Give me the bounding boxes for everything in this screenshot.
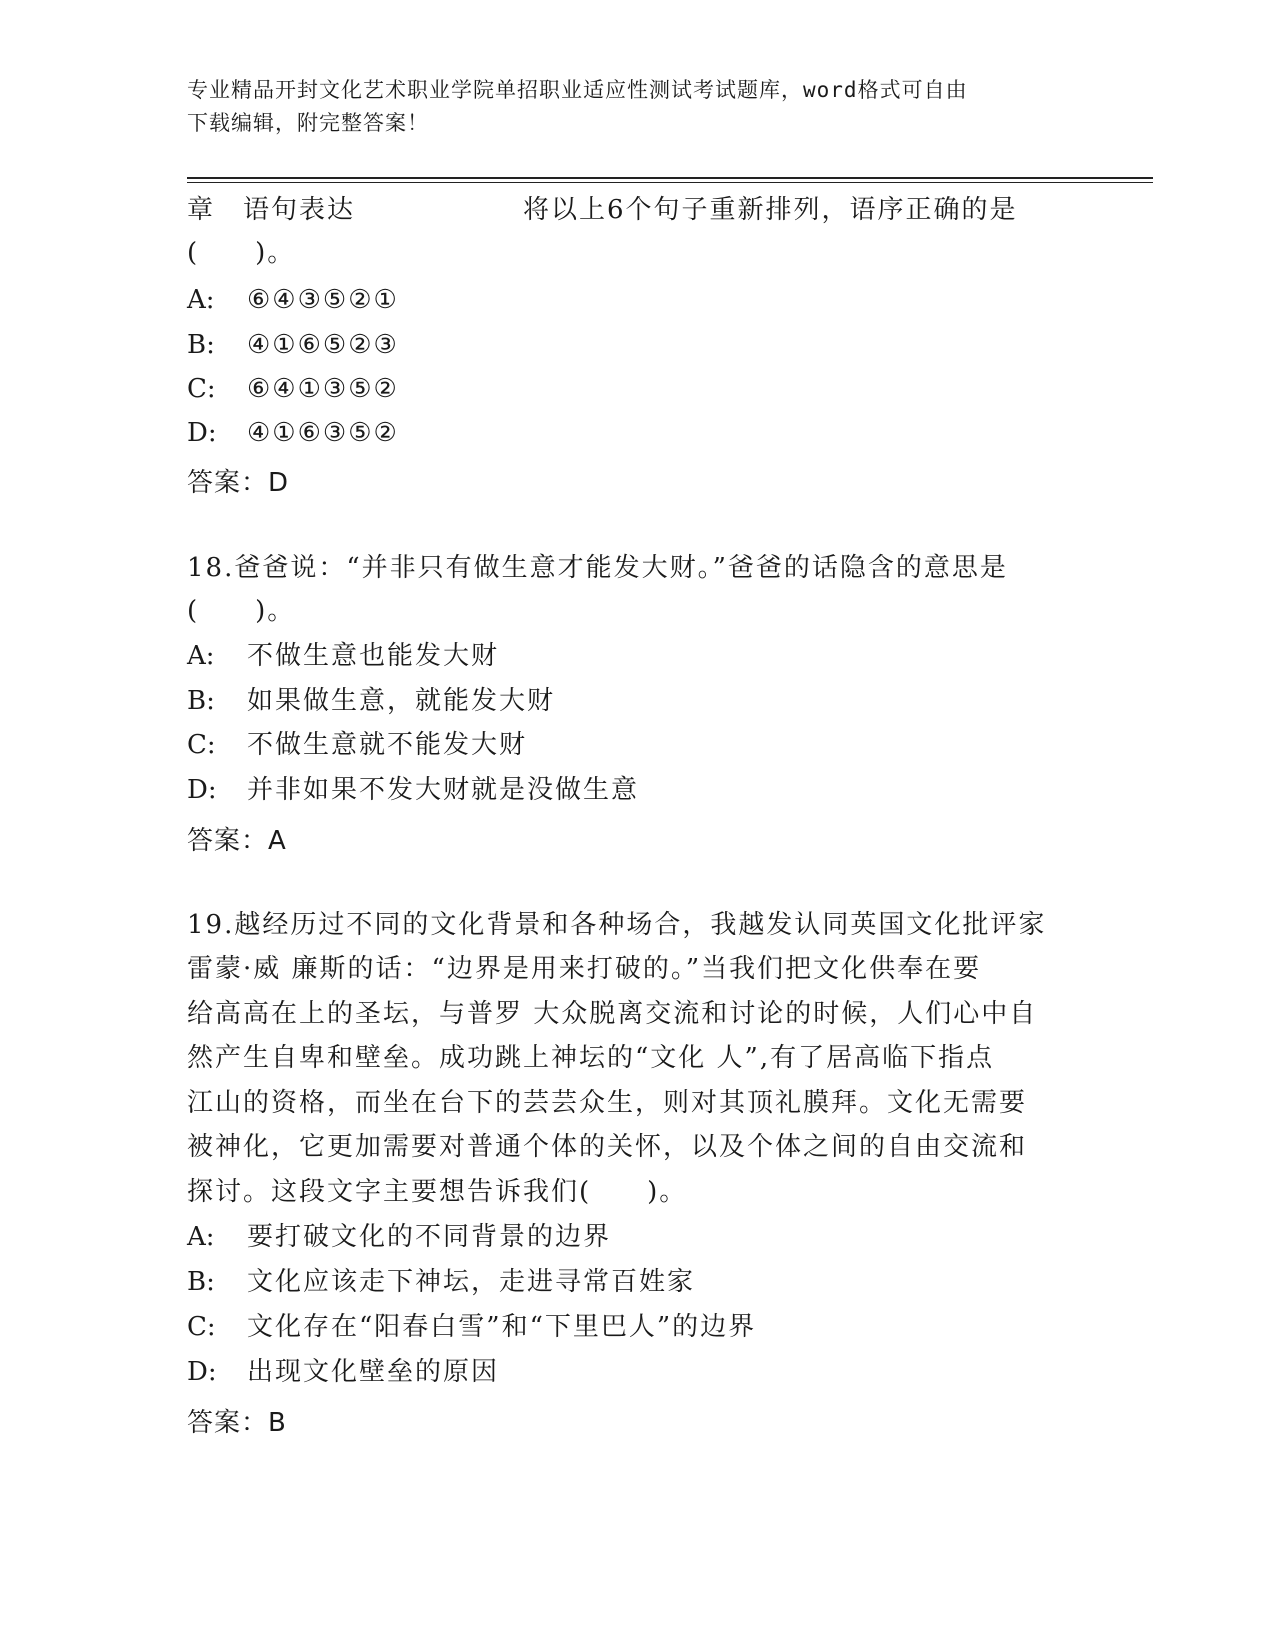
option-label: D:	[187, 418, 217, 448]
option-text: 文化存在“阳春白雪”和“下里巴人”的边界	[247, 1312, 757, 1342]
option-label: C:	[187, 730, 216, 760]
option-b	[187, 330, 399, 360]
option-text: 不做生意就不能发大财	[247, 730, 528, 760]
option-label: C:	[187, 1312, 216, 1342]
option-d	[187, 418, 399, 448]
question-stem: ( )。	[187, 596, 296, 626]
option-label: A:	[187, 641, 215, 671]
option-a	[187, 1222, 611, 1252]
option-text: ⑥④③⑤②①	[247, 285, 399, 315]
option-label: B:	[187, 330, 215, 360]
question-stem: 19.越经历过不同的文化背景和各种场合，我越发认同英国文化批评家	[187, 910, 1047, 940]
option-d	[187, 775, 639, 805]
question-stem: 雷蒙·威 廉斯的话：“边界是用来打破的。”当我们把文化供奉在要	[187, 954, 982, 984]
answer: 答案：B	[187, 1408, 287, 1438]
question-stem: 18.爸爸说：“并非只有做生意才能发大财。”爸爸的话隐含的意思是	[187, 553, 1008, 583]
option-label: C:	[187, 374, 216, 404]
option-d	[187, 1357, 499, 1387]
answer: 答案：D	[187, 468, 290, 498]
question-stem: 给高高在上的圣坛，与普罗 大众脱离交流和讨论的时候，人们心中自	[187, 999, 1038, 1029]
question-stem: 章 语句表达 将以上6个句子重新排列，语序正确的是	[187, 195, 1018, 225]
header-line: 下载编辑，附完整答案！	[187, 111, 429, 135]
option-a	[187, 285, 399, 315]
document-header	[187, 74, 1087, 140]
option-label: D:	[187, 775, 217, 805]
question-stem: 江山的资格，而坐在台下的芸芸众生，则对其顶礼膜拜。文化无需要	[187, 1088, 1028, 1118]
question-stem: 被神化，它更加需要对普通个体的关怀，以及个体之间的自由交流和	[187, 1132, 1028, 1162]
option-a	[187, 641, 499, 671]
option-label: A:	[187, 1222, 215, 1252]
option-text: 出现文化壁垒的原因	[247, 1357, 500, 1387]
option-text: 要打破文化的不同背景的边界	[247, 1222, 612, 1252]
option-label: B:	[187, 1267, 215, 1297]
option-label: D:	[187, 1357, 217, 1387]
option-text: ④①⑥③⑤②	[247, 418, 399, 448]
option-c	[187, 374, 399, 404]
option-label: A:	[187, 285, 215, 315]
option-c	[187, 1312, 756, 1342]
question-stem: ( )。	[187, 238, 296, 268]
option-label: B:	[187, 686, 215, 716]
option-text: 如果做生意，就能发大财	[247, 686, 556, 716]
option-c	[187, 730, 527, 760]
header-line: 专业精品开封文化艺术职业学院单招职业适应性测试考试题库，word格式可自由	[187, 78, 968, 102]
answer: 答案：A	[187, 826, 287, 856]
question-stem: 探讨。这段文字主要想告诉我们( )。	[187, 1177, 688, 1207]
option-text: 文化应该走下神坛，走进寻常百姓家	[247, 1267, 696, 1297]
option-b	[187, 1267, 695, 1297]
option-b	[187, 686, 555, 716]
option-text: 不做生意也能发大财	[247, 641, 500, 671]
header-divider	[187, 177, 1153, 179]
header-divider-thin	[187, 182, 1153, 183]
option-text: 并非如果不发大财就是没做生意	[247, 775, 640, 805]
option-text: ④①⑥⑤②③	[247, 330, 399, 360]
option-text: ⑥④①③⑤②	[247, 374, 399, 404]
question-stem: 然产生自卑和壁垒。成功跳上神坛的“文化 人”,有了居高临下指点	[187, 1043, 995, 1073]
